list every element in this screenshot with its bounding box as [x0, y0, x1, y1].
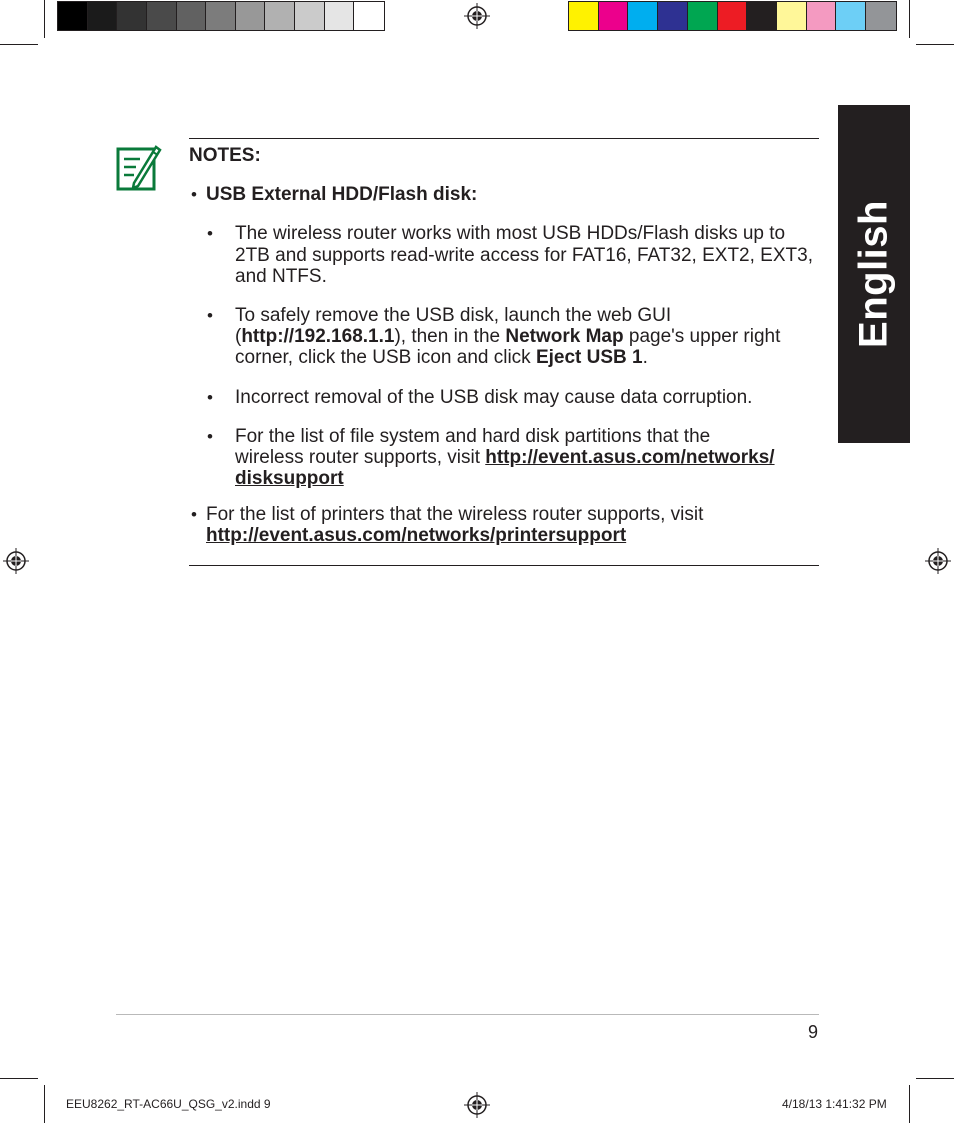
color-swatch	[866, 2, 896, 30]
crop-mark	[0, 1078, 38, 1079]
note-pencil-icon	[114, 139, 162, 193]
crop-mark	[44, 1085, 45, 1123]
color-swatch	[354, 2, 384, 30]
usb-item3-line1: Incorrect removal of the USB disk may cause data corruption.	[235, 387, 753, 408]
usb-item1-line2: 2TB and supports read-write access for FAT16, FAT32, EXT2, EXT3,	[235, 245, 813, 266]
notes-bottom-rule	[189, 565, 819, 566]
color-swatch	[206, 2, 236, 30]
crop-mark	[916, 44, 954, 45]
printers-line1: For the list of printers that the wireless router supports, visit	[206, 504, 704, 525]
color-swatch	[117, 2, 147, 30]
crop-mark	[916, 1078, 954, 1079]
slug-filename: EEU8262_RT-AC66U_QSG_v2.indd 9	[66, 1097, 271, 1111]
registration-mark-icon	[3, 548, 29, 574]
color-swatch	[147, 2, 177, 30]
color-swatch	[325, 2, 355, 30]
usb-item4-line1: For the list of file system and hard disk partitions that the	[235, 426, 711, 447]
color-swatch	[718, 2, 748, 30]
bullet: •	[207, 388, 213, 407]
notes-top-rule	[189, 138, 819, 139]
usb-section-heading: USB External HDD/Flash disk:	[206, 184, 478, 205]
eject-usb-label: Eject USB 1	[535, 347, 643, 368]
color-swatch	[177, 2, 207, 30]
crop-mark	[44, 0, 45, 38]
usb-item1-line1: The wireless router works with most USB HDDs/Flash disks up to	[235, 223, 786, 244]
printersupport-link[interactable]: http://event.asus.com/networks/printersupport	[206, 525, 627, 546]
color-swatch	[658, 2, 688, 30]
disksupport-link[interactable]: http://event.asus.com/networks/	[485, 447, 775, 468]
usb-item2-line1: To safely remove the USB disk, launch the web GUI	[235, 305, 672, 326]
crop-mark	[0, 44, 38, 45]
usb-item2-line2: (http://192.168.1.1), then in the Network Map page's upper right	[235, 326, 781, 347]
crop-mark	[909, 0, 910, 38]
language-side-tab	[838, 105, 910, 443]
color-swatch	[747, 2, 777, 30]
color-swatch	[265, 2, 295, 30]
bullet: •	[207, 224, 213, 243]
color-swatch	[777, 2, 807, 30]
color-swatch	[295, 2, 325, 30]
grayscale-color-bar	[57, 1, 385, 31]
notes-heading: NOTES:	[189, 145, 261, 166]
process-color-bar	[568, 1, 897, 31]
page-number: 9	[808, 1022, 819, 1042]
color-swatch	[58, 2, 88, 30]
bullet: •	[191, 185, 197, 204]
color-swatch	[88, 2, 118, 30]
slug-timestamp: 4/18/13 1:41:32 PM	[782, 1097, 887, 1111]
color-swatch	[569, 2, 599, 30]
color-swatch	[599, 2, 629, 30]
registration-mark-icon	[464, 3, 490, 29]
crop-mark	[909, 1085, 910, 1123]
usb-item1-line3: and NTFS.	[235, 266, 327, 287]
color-swatch	[236, 2, 266, 30]
disksupport-link-cont[interactable]: disksupport	[235, 468, 344, 489]
registration-mark-icon	[925, 548, 951, 574]
router-gui-url: http://192.168.1.1	[241, 326, 395, 347]
language-label: English	[851, 200, 896, 348]
bullet: •	[207, 306, 213, 325]
bullet: •	[207, 427, 213, 446]
color-swatch	[688, 2, 718, 30]
usb-item4-line2: wireless router supports, visit http://event.asus.com/networks/	[235, 447, 775, 468]
footer-rule	[116, 1014, 819, 1015]
usb-item2-line3: corner, click the USB icon and click Eject USB 1.	[235, 347, 648, 368]
network-map-label: Network Map	[505, 326, 624, 347]
color-swatch	[628, 2, 658, 30]
bullet: •	[191, 505, 197, 524]
registration-mark-icon	[464, 1092, 490, 1118]
color-swatch	[836, 2, 866, 30]
color-swatch	[807, 2, 837, 30]
